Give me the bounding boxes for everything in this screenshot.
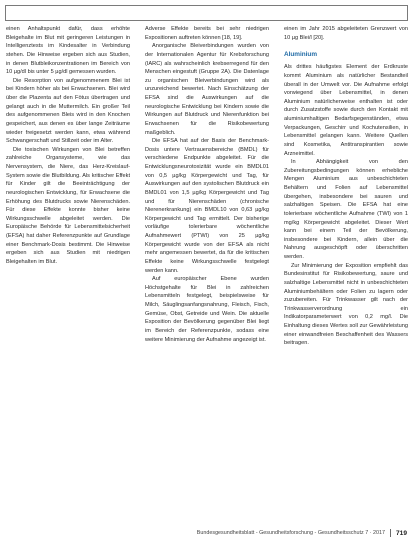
- text-column-right: [284, 25, 408, 521]
- article-body: [6, 25, 408, 521]
- paragraph: Zur Minimierung der Exposition empfiehlt das Bundesinstitut für Risikobewertung, saure und salzhaltige Lebensmittel nicht in unbeschichteten Aluminiumbehältern oder Folien zu lagern oder zuzubereiten. Für Trinkwasser gilt nach der Trinkwasserverordnung ein Indikatorparameterwert von 0,2 mg/l. Die Einhaltung dieses Wertes soll zur Gewährleistung einer einwandfreien Beschaffenheit des Wassers beitragen.: [284, 262, 408, 347]
- paragraph: Die toxischen Wirkungen von Blei betreffen zahlreiche Organsysteme, wie das Nervensystem, die Niere, das Herz-Kreislauf-System sowie die Blutbildung. Als kritischer Effekt für Kinder gilt die Beeinträchtigung der neurologischen Entwicklung, für Erwachsene die Erhöhung des Blutdrucks sowie Nierenschäden. Für diese Effekte konnte bisher keine Wirkungsschwelle abgeleitet werden. Die Europäische Behörde für Lebensmittelsicherheit (EFSA) hat daher Referenzpunkte auf Grundlage einer Benchmark-Dosis bestimmt. Die Hinweise ergeben sich aus Studien mit niedrigen Bleigehalten im Blut.: [6, 146, 130, 265]
- footer-divider: [390, 529, 391, 537]
- page-footer: [197, 526, 407, 540]
- page-number: 719: [395, 529, 407, 537]
- paragraph: einen im Jahr 2015 abgeleiteten Grenzwert von 10 µg Blei/l [20].: [284, 26, 408, 41]
- running-header-box: [5, 5, 408, 21]
- paragraph: In Abhängigkeit von den Zubereitungsbedingungen können erhebliche Mengen Aluminium aus unbeschichteten Behältern und Folien auf Lebensmittel übergehen, insbesondere bei sauren und salzhaltigen Speisen. Die EFSA hat eine tolerierbare wöchentliche Aufnahme (TWI) von 1 mg/kg Körpergewicht abgeleitet. Dieser Wert kann bei einem Teil der Bevölkerung, insbesondere bei Kindern, allein über die Nahrung ausgeschöpft oder überschritten werden.: [284, 159, 408, 260]
- text-column-left: [6, 25, 130, 521]
- paragraph: Als drittes häufigstes Element der Erdkruste kommt Aluminium als natürlicher Bestandteil überall in der Umwelt vor. Die Aufnahme erfolgt vorwiegend über Lebensmittel, in denen Aluminium natürlicherweise enthalten ist oder durch Zusatzstoffe sowie durch den Kontakt mit aluminiumhaltigen Bedarfsgegenständen, etwa Verpackungen, Geschirr und Kochutensilien, in Lebensmittel gelangen kann. Weitere Quellen sind Kosmetika, Antitranspirantien sowie Arzneimittel.: [284, 64, 408, 157]
- paragraph: Adverse Effekte bereits bei sehr niedrigen Expositionen auftreten können [18, 19].: [145, 26, 269, 41]
- section-heading-aluminium: Aluminium: [284, 51, 318, 59]
- paragraph: Die Resorption von aufgenommenem Blei ist bei Kindern höher als bei Erwachsenen. Blei wird über die Plazenta auf den Fötus übertragen und gelangt auch in die Muttermilch. Ein großer Teil des aufgenommenen Bleis wird in den Knochen gespeichert, aus denen es über lange Zeiträume wieder freigesetzt werden kann, etwa während Schwangerschaft und Stillzeit oder im Alter.: [6, 77, 130, 145]
- paragraph: Die EFSA hat auf der Basis der Benchmark-Dosis untere Vertrauensbereiche (BMDL) für verschiedene Endpunkte abgeleitet. Für die Entwicklungsneurotoxizität wurde ein BMDL01 von 0,5 µg/kg Körpergewicht und Tag, für Auswirkungen auf den systolischen Blutdruck ein BMDL01 von 1,5 µg/kg Körpergewicht und Tag und für Nierenschäden (chronische Nierenerkrankung) ein BMDL10 von 0,63 µg/kg Körpergewicht und Tag ermittelt. Der bisherige vorläufige tolerierbare wöchentliche Aufnahmewert (PTWI) von 25 µg/kg Körpergewicht wurde von der EFSA als nicht mehr angemessen bewertet, da für die kritischen Effekte keine Wirkungsschwelle festgelegt werden kann.: [145, 138, 269, 274]
- paragraph: Anorganische Bleiverbindungen wurden von der Internationalen Agentur für Krebsforschung (IARC) als wahrscheinlich krebserregend für den Menschen eingestuft (Gruppe 2A). Die Datenlage zu organischen Bleiverbindungen wird als unzureichend bewertet. Nach Einschätzung der EFSA sind die Auswirkungen auf die neurologische Entwicklung bei Kindern sowie die Wirkungen auf Blutdruck und Nierenfunktion bei Erwachsenen für die Risikobewertung maßgeblich.: [145, 43, 269, 136]
- paragraph: einen Anhaltspunkt dafür, dass erhöhte Bleigehalte im Blut mit geringeren Leistungen in Intelligenztests im Kindesalter in Verbindung stehen. Die Hinweise ergeben sich aus Studien, in denen Blutbleikonzentrationen im Bereich von 10 µg/dl bis unter 5 µg/dl gemessen wurden.: [6, 26, 130, 76]
- journal-citation: Bundesgesundheitsblatt - Gesundheitsforschung - Gesundheitsschutz 7 · 2017: [196, 530, 385, 536]
- text-column-middle: [145, 25, 269, 521]
- paragraph: Auf europäischer Ebene wurden Höchstgehalte für Blei in zahlreichen Lebensmitteln festgelegt, beispielsweise für Milch, Säuglingsanfangsnahrung, Fleisch, Fisch, Gemüse, Obst, Getreide und Wein. Die aktuelle Exposition der Bevölkerung gegenüber Blei liegt im Bereich der Referenzpunkte, sodass eine weitere Minimierung der Aufnahme angezeigt ist.: [145, 276, 269, 343]
